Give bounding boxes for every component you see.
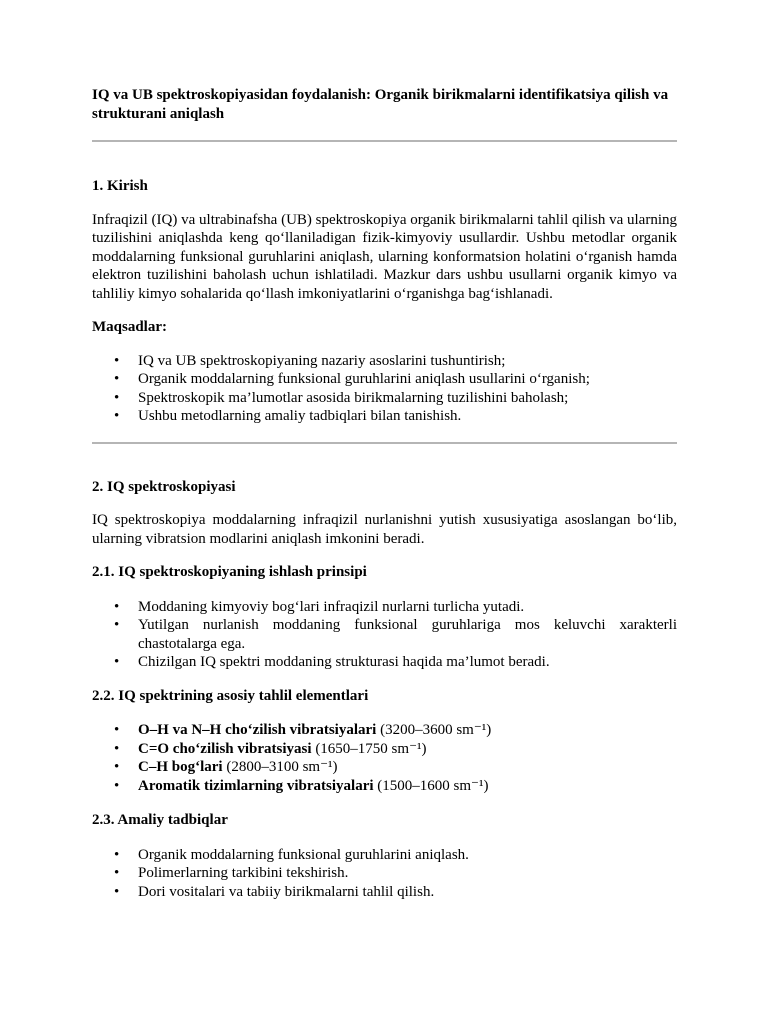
band-range: (1500–1600 sm⁻¹) — [377, 777, 489, 794]
band-term: C=O cho‘zilish vibratsiyasi — [138, 740, 312, 757]
list-item: • Polimerlarning tarkibini tekshirish. — [92, 864, 677, 883]
list-item — [92, 777, 677, 796]
list-item: • Organik moddalarning funksional guruhlarini aniqlash usullarini o‘rganish; — [92, 370, 677, 389]
document-page — [92, 86, 677, 901]
list-item — [92, 758, 677, 777]
list-item: • Chizilgan IQ spektri moddaning strukturasi haqida ma’lumot beradi. — [92, 653, 677, 672]
list-item: • Ushbu metodlarning amaliy tadbiqlari bilan tanishish. — [92, 407, 677, 426]
band-term: C–H bog‘lari — [138, 759, 223, 775]
list-item: • Moddaning kimyoviy bog‘lari infraqizil nurlarni turlicha yutadi. — [92, 598, 677, 617]
list-item — [92, 740, 677, 759]
document-title: IQ va UB spektroskopiyasidan foydalanish: Organik birikmalarni identifikatsiya qilish va strukturani aniqlash — [92, 87, 669, 122]
iq-intro-paragraph: IQ spektroskopiya moddalarning infraqizil nurlanishni yutish xususiyatiga asoslangan bo‘lib, ularning vibratsion modlarini aniqlash imkonini beradi. — [92, 512, 677, 547]
section-heading-kirish: 1. Kirish — [92, 178, 148, 194]
section-heading-iq: 2. IQ spektroskopiyasi — [92, 478, 236, 495]
list-item: • Yutilgan nurlanish moddaning funksional guruhlariga mos keluvchi xarakterli chastotalarga ega. — [92, 616, 677, 653]
band-term: O–H va N–H cho‘zilish vibratsiyalari — [138, 722, 377, 738]
list-item: • Spektroskopik ma’lumotlar asosida birikmalarning tuzilishini baholash; — [92, 389, 677, 408]
band-range: (1650–1750 sm⁻¹) — [315, 740, 427, 757]
goals-heading: Maqsadlar: — [92, 319, 167, 335]
elements-list — [92, 721, 677, 795]
list-item: • IQ va UB spektroskopiyaning nazariy asoslarini tushuntirish; — [92, 352, 677, 371]
goals-list — [92, 352, 677, 426]
list-item: • Dori vositalari va tabiiy birikmalarni tahlil qilish. — [92, 883, 677, 902]
band-range: (2800–3100 sm⁻¹) — [226, 759, 338, 775]
list-item: • Organik moddalarning funksional guruhlarini aniqlash. — [92, 846, 677, 865]
list-item — [92, 721, 677, 740]
principle-list — [92, 598, 677, 672]
band-range: (3200–3600 sm⁻¹) — [380, 722, 492, 738]
horizontal-rule — [92, 140, 677, 142]
horizontal-rule — [92, 442, 677, 444]
intro-paragraph: Infraqizil (IQ) va ultrabinafsha (UB) spektroskopiya organik birikmalarni tahlil qilish va ularning tuzilishini aniqlashda keng qo‘llaniladigan fizik-kimyoviy usullardir. Ushbu metodlar organik moddalarning funksional guruhlarini aniqlash, ularning konformatsion holatini o‘rganish hamda elektron tuzilishini baholash uchun ishlatiladi. Mazkur dars ushbu usullarni organik kimyo va tahliliy kimyo sohalarida qo‘llash imkoniyatlarini o‘rganishga bag‘ishlanadi. — [92, 211, 677, 302]
subsection-heading-applications: 2.3. Amaliy tadbiqlar — [92, 812, 228, 828]
subsection-heading-elements: 2.2. IQ spektrining asosiy tahlil elementlari — [92, 687, 369, 704]
applications-list — [92, 846, 677, 902]
band-term: Aromatik tizimlarning vibratsiyalari — [138, 777, 374, 794]
subsection-heading-principle: 2.1. IQ spektroskopiyaning ishlash prinsipi — [92, 564, 367, 580]
